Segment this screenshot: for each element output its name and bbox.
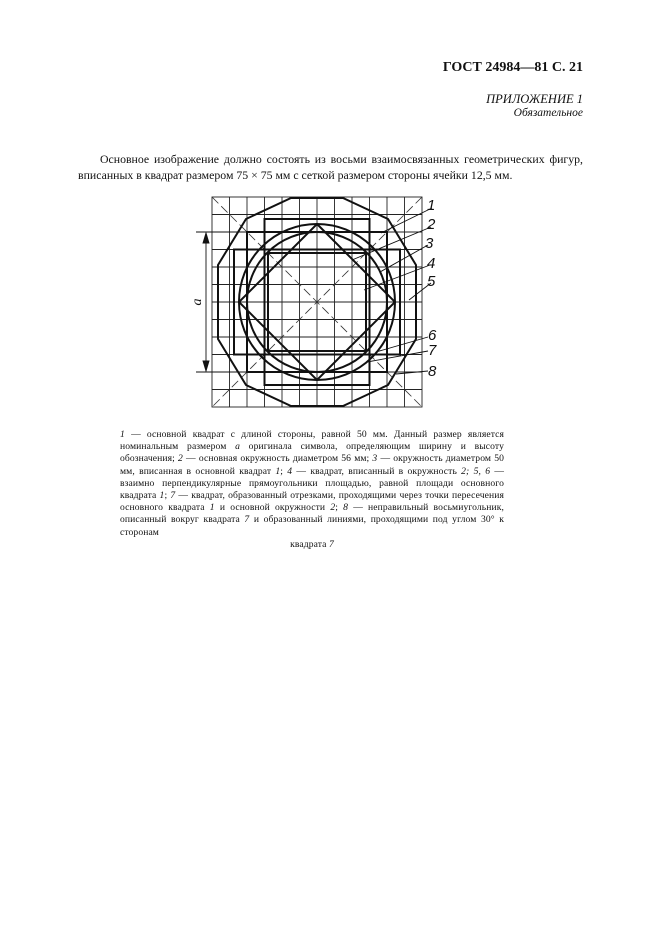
- callout-8: 8: [428, 363, 437, 380]
- legend-num-2: 2: [178, 453, 183, 465]
- callout-2: 2: [427, 216, 436, 233]
- legend-text: ;: [164, 490, 171, 502]
- appendix-status: Обязательное: [513, 107, 583, 119]
- callout-4: 4: [427, 255, 436, 272]
- legend-text: — неправильный восьмиугольник, описанный вокруг квадрата: [120, 502, 505, 526]
- legend-text: ;: [280, 465, 288, 477]
- legend-text: — квадрат, вписанный в окружность: [292, 465, 462, 477]
- dimension-label: a: [190, 298, 205, 306]
- legend-num-1: 1: [120, 429, 125, 440]
- callout-1: 1: [427, 197, 436, 214]
- legend-text: квадрата: [290, 538, 329, 550]
- legend-num-7: 7: [244, 514, 250, 526]
- callout-3: 3: [425, 235, 434, 252]
- legend-num-8: 8: [343, 502, 349, 514]
- legend-num-2-5-6: 2; 5, 6: [461, 465, 491, 477]
- legend-symbol-a: а: [235, 441, 240, 453]
- legend-num-2: 2: [330, 502, 336, 514]
- legend-text: и основной окружности: [214, 502, 331, 514]
- doc-reference: ГОСТ 24984—81 С. 21: [442, 60, 583, 75]
- legend-num-4: 4: [287, 465, 293, 477]
- legend-text: и образованный линиями, проходящими под углом 30° к сторонам: [120, 514, 504, 538]
- legend-num-1: 1: [275, 465, 281, 477]
- legend-text: — основная окружность диаметром 56 мм;: [182, 453, 373, 465]
- legend-num-1: 1: [159, 490, 165, 502]
- callout-numbers: [425, 197, 437, 380]
- legend-text: — окружность диаметром 50 мм, вписанная в основной квадрат: [120, 453, 504, 477]
- figure-legend: [120, 429, 504, 551]
- legend-text: — основной квадрат с длиной стороны, равной 50 мм. Данный размер является номинальным размером: [120, 429, 504, 453]
- legend-text: ;: [335, 502, 344, 514]
- legend-text: — взаимно перпендикулярные прямоугольники площадью, равной площади основного квадрата: [120, 465, 505, 502]
- intro-paragraph: Основное изображение должно состоять из восьми взаимосвязанных геометрических фигур, вписанных в квадрат размером 75 × 75 мм с сеткой размером стороны ячейки 12,5 мм.: [78, 152, 583, 182]
- callout-5: 5: [427, 273, 436, 290]
- legend-num-3: 3: [372, 453, 378, 465]
- legend-num-1: 1: [209, 502, 215, 514]
- legend-text: — квадрат, образованный отрезками, проходящими через точки пересечения основного квадрата: [120, 490, 504, 514]
- callout-7: 7: [428, 342, 437, 359]
- legend-num-7: 7: [170, 490, 176, 502]
- appendix-title: ПРИЛОЖЕНИЕ 1: [486, 92, 583, 106]
- callout-6: 6: [428, 327, 437, 344]
- legend-num-7: 7: [328, 538, 334, 550]
- legend-last-line: [120, 539, 504, 551]
- legend-text: оригинала символа, определяющим ширину и высоту обозначения;: [120, 441, 504, 465]
